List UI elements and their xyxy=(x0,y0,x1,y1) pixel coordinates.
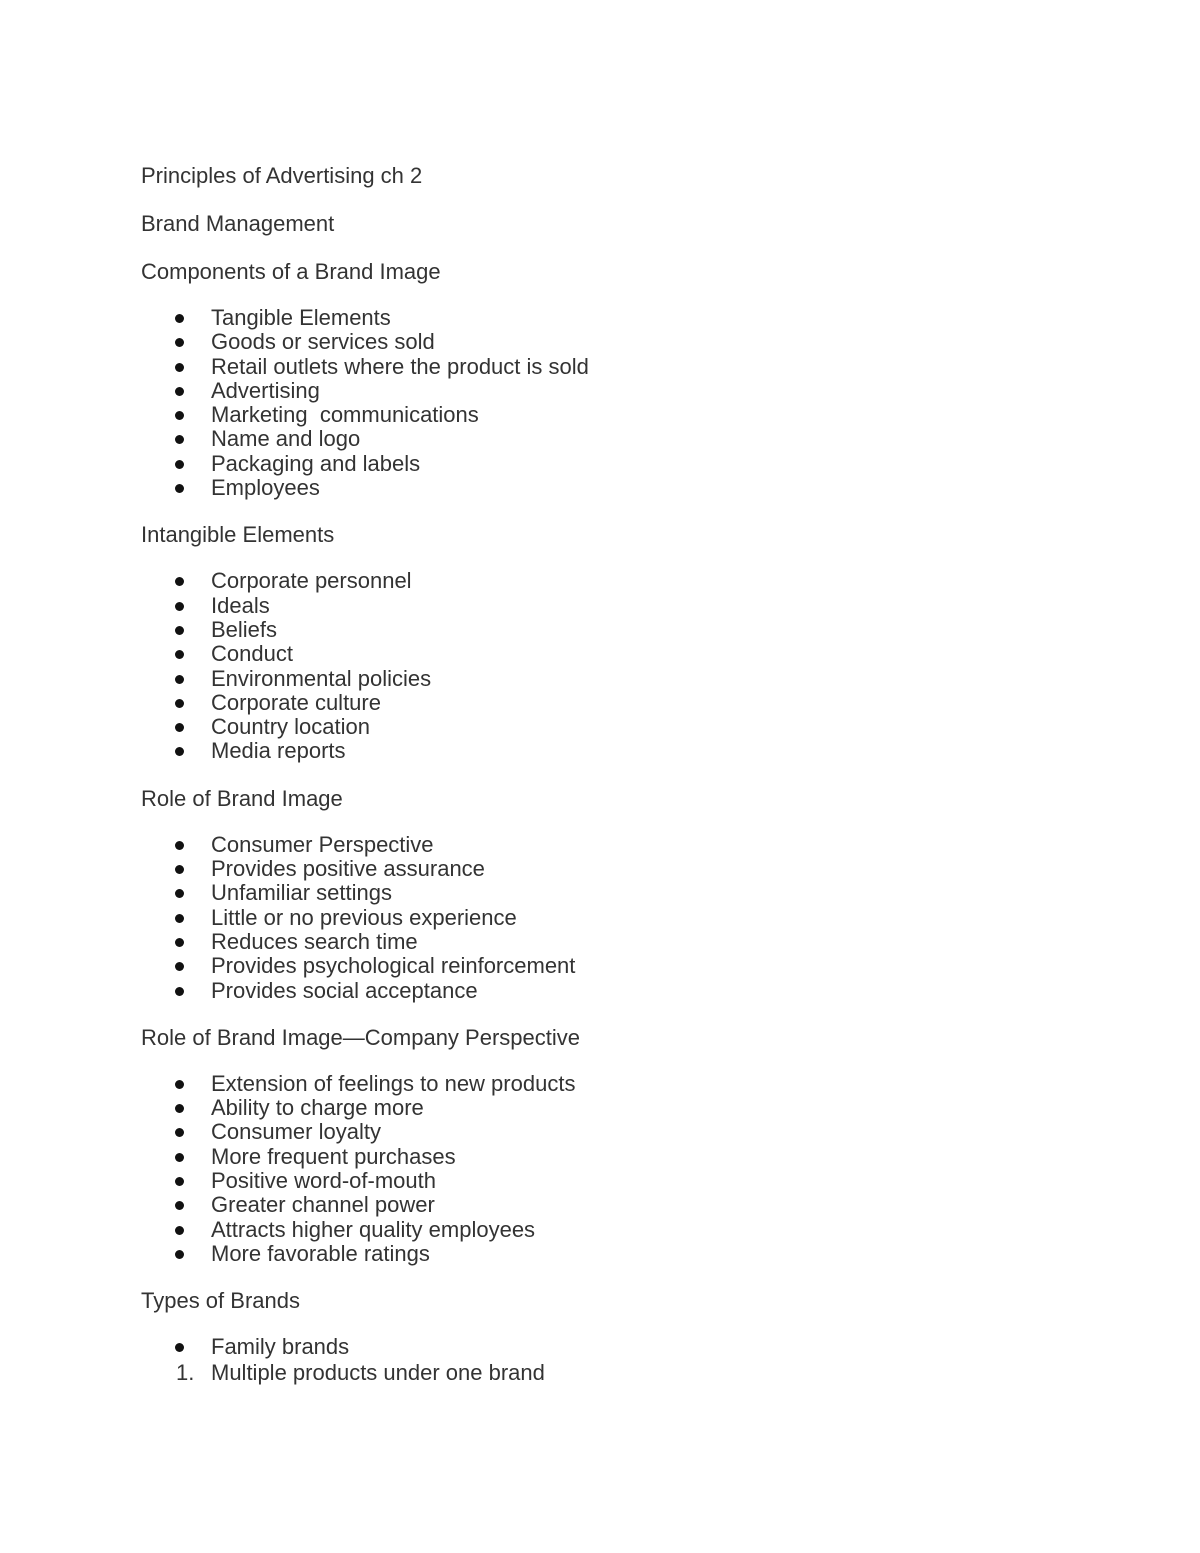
components-list xyxy=(141,306,1101,500)
role-company-list xyxy=(141,1072,1101,1266)
document-title: Principles of Advertising ch 2 xyxy=(141,163,423,188)
bullet-icon xyxy=(175,723,184,732)
list-item: Little or no previous experience xyxy=(141,906,1101,930)
bullet-icon xyxy=(175,914,184,923)
list-item: Provides social acceptance xyxy=(141,979,1101,1003)
bullet-icon xyxy=(175,1080,184,1089)
bullet-icon xyxy=(175,626,184,635)
bullet-icon xyxy=(175,1250,184,1259)
bullet-icon xyxy=(175,460,184,469)
list-item: Country location xyxy=(141,715,1101,739)
bullet-icon xyxy=(175,841,184,850)
bullet-icon xyxy=(175,1104,184,1113)
list-item: Provides psychological reinforcement xyxy=(141,954,1101,978)
bullet-icon xyxy=(175,1153,184,1162)
bullet-icon xyxy=(175,650,184,659)
list-item: Reduces search time xyxy=(141,930,1101,954)
list-number: 1. xyxy=(176,1359,195,1385)
list-item: Tangible Elements xyxy=(141,306,1101,330)
bullet-icon xyxy=(175,675,184,684)
bullet-icon xyxy=(175,747,184,756)
list-item: Media reports xyxy=(141,739,1101,763)
bullet-icon xyxy=(175,338,184,347)
bullet-icon xyxy=(175,1177,184,1186)
types-numbered-list xyxy=(141,1361,1101,1385)
list-item: Corporate culture xyxy=(141,691,1101,715)
section-heading-role-of-brand-image: Role of Brand Image xyxy=(141,785,343,811)
list-item: Beliefs xyxy=(141,618,1101,642)
list-item: Provides positive assurance xyxy=(141,857,1101,881)
bullet-icon xyxy=(175,387,184,396)
list-item: Consumer loyalty xyxy=(141,1120,1101,1144)
list-item: Greater channel power xyxy=(141,1193,1101,1217)
list-item: Name and logo xyxy=(141,427,1101,451)
document-page xyxy=(141,162,1101,1406)
list-item: Positive word-of-mouth xyxy=(141,1169,1101,1193)
bullet-icon xyxy=(175,602,184,611)
section-heading-intangible: Intangible Elements xyxy=(141,522,335,548)
bullet-icon xyxy=(175,987,184,996)
list-item: Employees xyxy=(141,476,1101,500)
bullet-icon xyxy=(175,865,184,874)
list-item: Corporate personnel xyxy=(141,569,1101,593)
list-item: Extension of feelings to new products xyxy=(141,1072,1101,1096)
bullet-icon xyxy=(175,314,184,323)
list-item: More favorable ratings xyxy=(141,1242,1101,1266)
bullet-icon xyxy=(175,484,184,493)
section-heading-types-of-brands: Types of Brands xyxy=(141,1288,300,1314)
bullet-icon xyxy=(175,1226,184,1235)
list-item: Retail outlets where the product is sold xyxy=(141,355,1101,379)
role-consumer-list xyxy=(141,833,1101,1003)
list-item: Advertising xyxy=(141,379,1101,403)
list-item: Conduct xyxy=(141,642,1101,666)
bullet-icon xyxy=(175,889,184,898)
bullet-icon xyxy=(175,699,184,708)
bullet-icon xyxy=(175,363,184,372)
list-item: Family brands xyxy=(141,1335,1101,1359)
bullet-icon xyxy=(175,1343,184,1352)
intangible-list xyxy=(141,569,1101,763)
bullet-icon xyxy=(175,1201,184,1210)
list-item: Ability to charge more xyxy=(141,1096,1101,1120)
list-item: Packaging and labels xyxy=(141,452,1101,476)
list-item: Attracts higher quality employees xyxy=(141,1218,1101,1242)
bullet-icon xyxy=(175,411,184,420)
list-item: Ideals xyxy=(141,594,1101,618)
list-item: Consumer Perspective xyxy=(141,833,1101,857)
list-item: Marketing communications xyxy=(141,403,1101,427)
section-heading-components: Components of a Brand Image xyxy=(141,259,441,284)
list-item: Unfamiliar settings xyxy=(141,881,1101,905)
bullet-icon xyxy=(175,577,184,586)
bullet-icon xyxy=(175,1128,184,1137)
list-item: Environmental policies xyxy=(141,667,1101,691)
heading-brand-management: Brand Management xyxy=(141,211,335,236)
bullet-icon xyxy=(175,435,184,444)
section-heading-company-perspective: Role of Brand Image—Company Perspective xyxy=(141,1024,580,1050)
list-item: Goods or services sold xyxy=(141,330,1101,354)
bullet-icon xyxy=(175,962,184,971)
types-list xyxy=(141,1335,1101,1359)
bullet-icon xyxy=(175,938,184,947)
numbered-list-item: 1. Multiple products under one brand xyxy=(176,1359,545,1385)
list-item: More frequent purchases xyxy=(141,1145,1101,1169)
